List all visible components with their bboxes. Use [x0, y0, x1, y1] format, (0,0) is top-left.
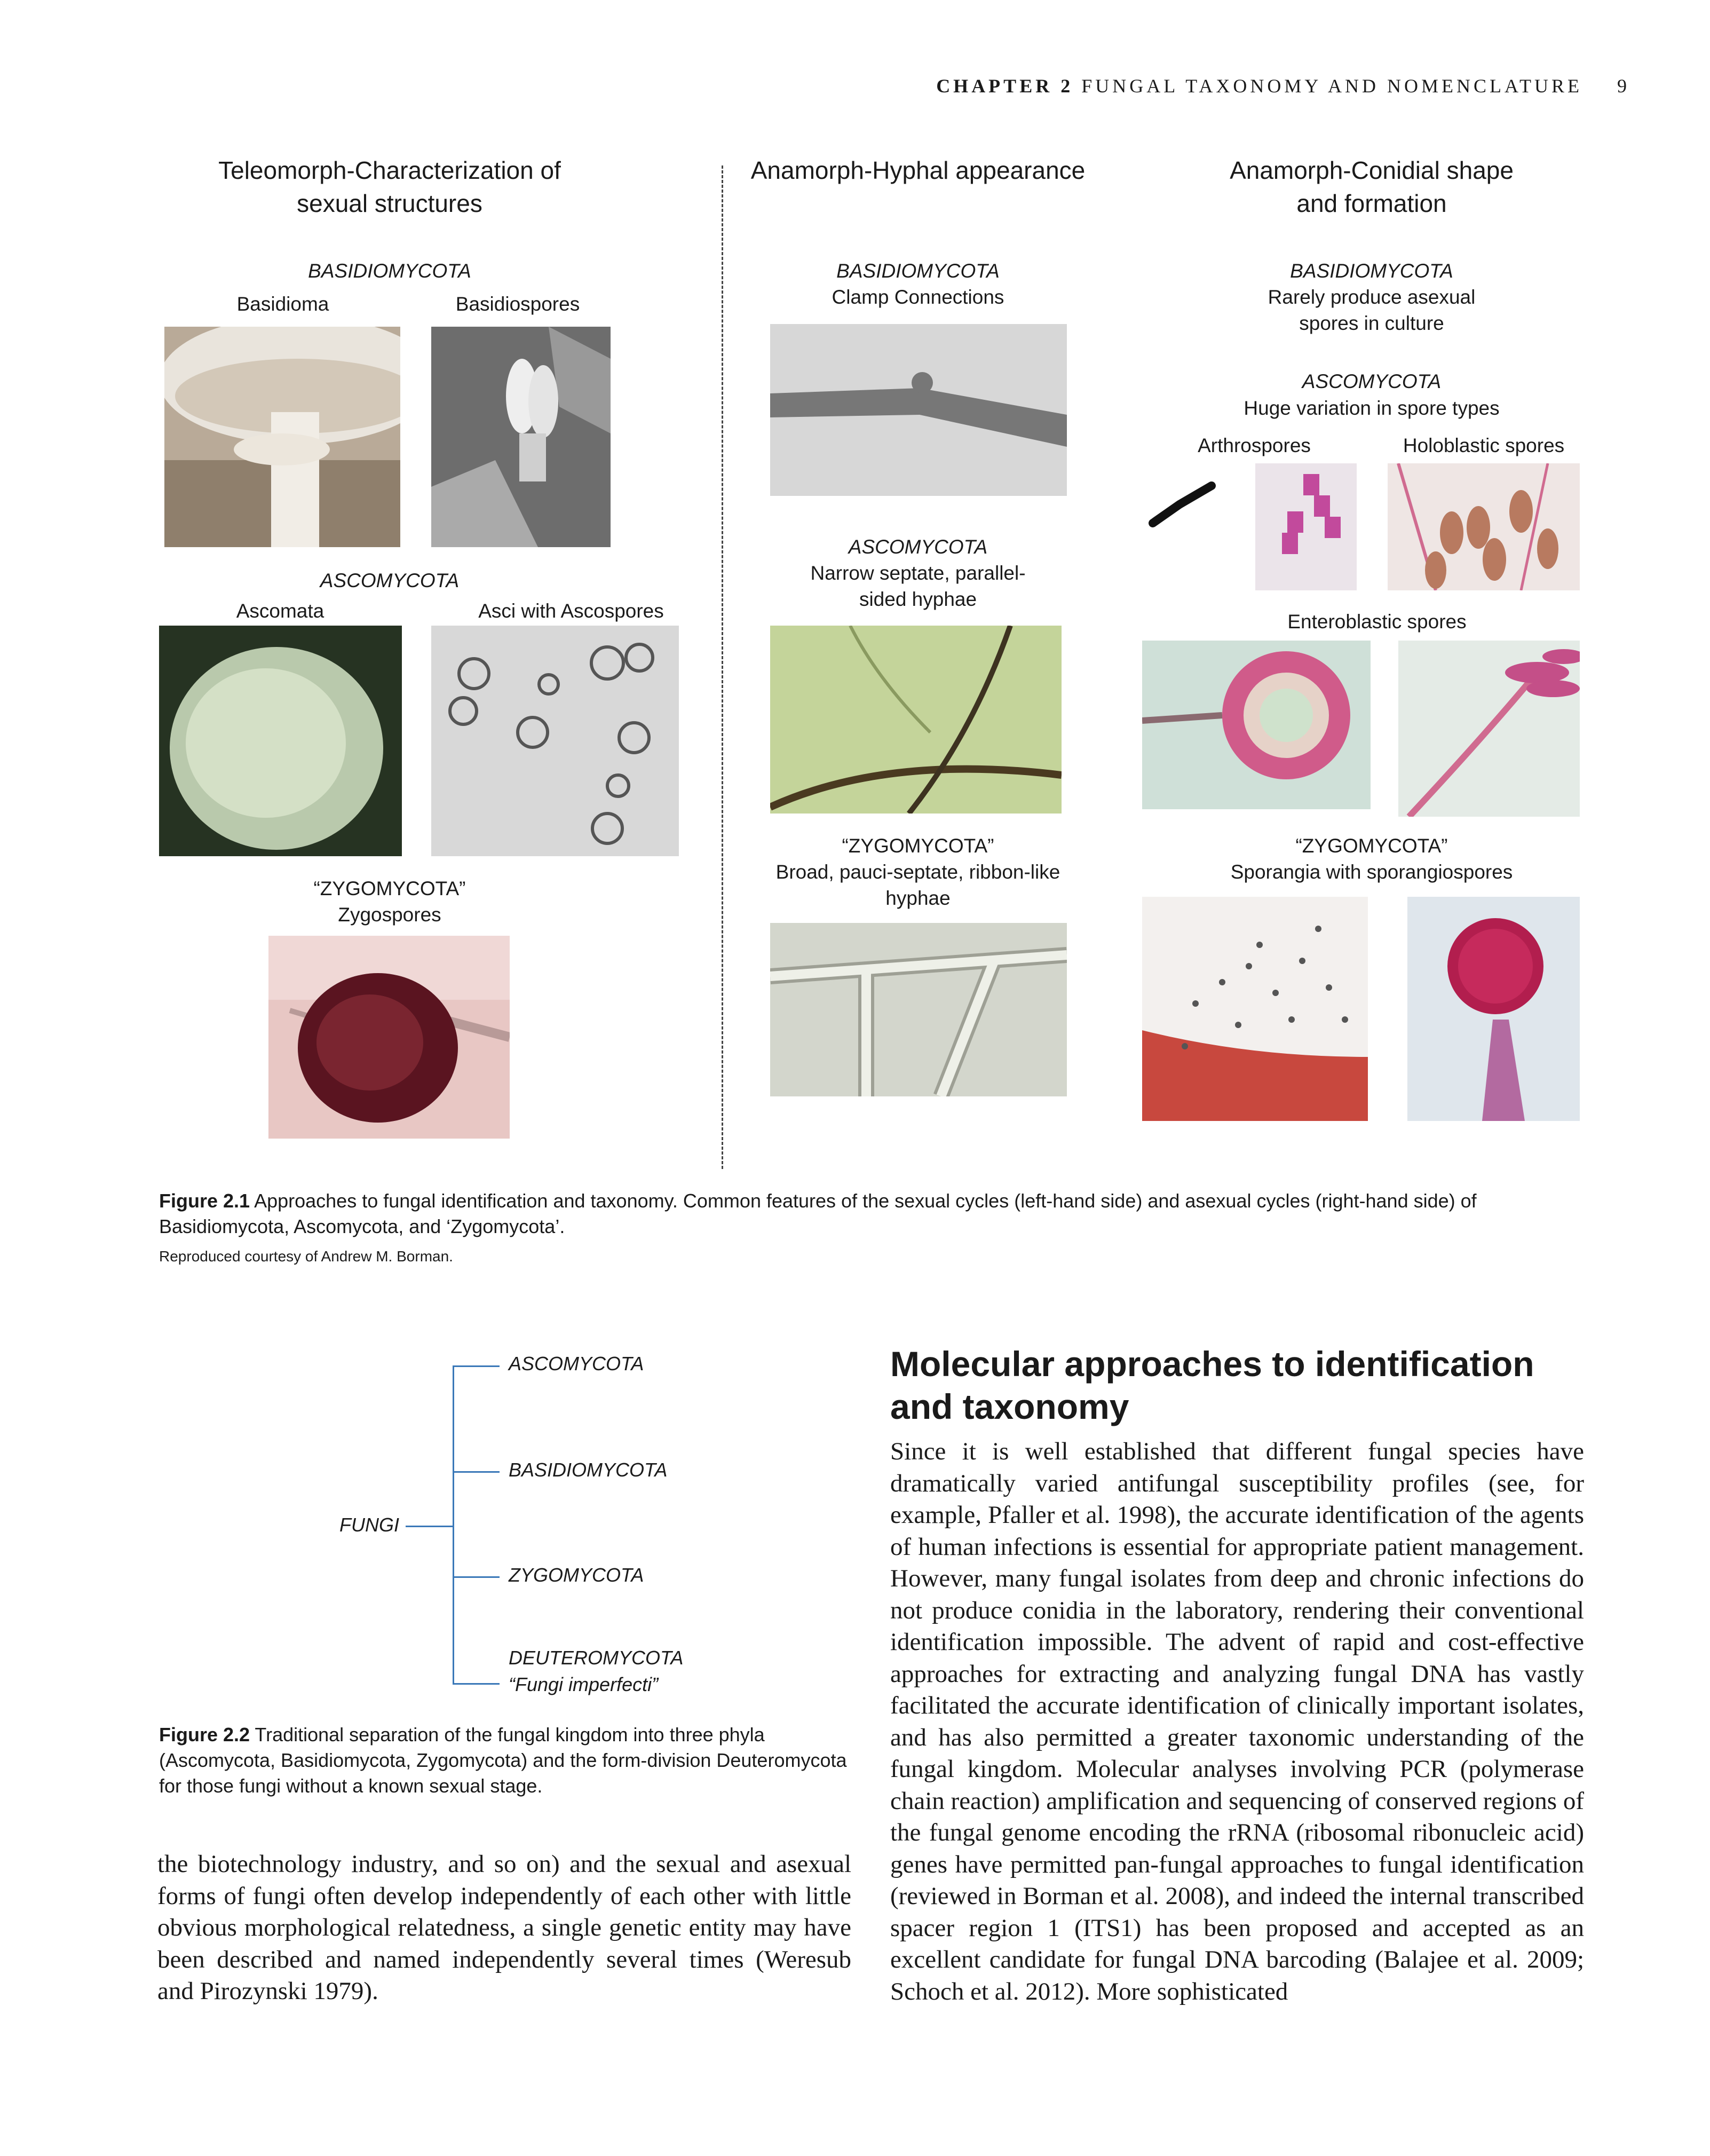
zygospores-label: Zygospores	[338, 904, 441, 926]
tree-branch-line-3	[453, 1576, 500, 1578]
col3-asco-line1: Huge variation in spore types	[1244, 397, 1500, 419]
figure-column-divider	[722, 165, 723, 1169]
enteroblastic-photo-2	[1398, 641, 1580, 817]
col3-basidio-line2: spores in culture	[1299, 312, 1444, 334]
clamp-connections-label: Clamp Connections	[832, 286, 1004, 308]
figure-2-2-caption-text: Traditional separation of the fungal kingdom into three phyla (Ascomycota, Basidiomycota, Zygomycota) and the form-division Deuteromycota for those fungi without a known sexual stage.	[159, 1724, 847, 1797]
col1-title	[160, 154, 619, 220]
figure-2-1-credit: Reproduced courtesy of Andrew M. Borman.	[159, 1248, 453, 1265]
arthrospores-photo	[1255, 463, 1357, 590]
tree-branch-deuteromycota-sub: “Fungi imperfecti”	[509, 1673, 659, 1695]
col3-title	[1163, 154, 1580, 220]
col1-title-line2: sexual structures	[297, 189, 482, 217]
col2-asco-line2: sided hyphae	[859, 588, 977, 610]
tree-branch-line-4	[453, 1683, 500, 1685]
tree-trunk-line	[453, 1365, 454, 1685]
col1-basidio-phylum: BASIDIOMYCOTA	[308, 260, 471, 282]
tree-branch-deuteromycota: DEUTEROMYCOTA	[509, 1647, 684, 1669]
asci-photo	[431, 626, 679, 856]
basidioma-label: Basidioma	[236, 293, 329, 315]
sporangia-photo-1	[1142, 897, 1368, 1121]
ascomata-label: Ascomata	[236, 600, 324, 622]
sporangia-label: Sporangia with sporangiospores	[1230, 861, 1513, 883]
arthrospore-glyph	[1147, 480, 1217, 528]
tree-branch-zygomycota: ZYGOMYCOTA	[509, 1564, 644, 1586]
col3-zygo-phylum: “ZYGOMYCOTA”	[1295, 835, 1448, 857]
chapter-title: FUNGAL TAXONOMY AND NOMENCLATURE	[1081, 75, 1582, 97]
col2-zygo-line1: Broad, pauci-septate, ribbon-like	[775, 861, 1060, 883]
tree-branch-basidiomycota: BASIDIOMYCOTA	[509, 1459, 668, 1481]
ascomata-photo	[159, 626, 402, 856]
col1-title-line1: Teleomorph-Characterization of	[218, 156, 561, 184]
basidioma-photo	[164, 327, 400, 547]
enteroblastic-photo-1	[1142, 641, 1371, 809]
figure-2-1-caption-text: Approaches to fungal identification and taxonomy. Common features of the sexual cycles (left-hand side) and asexual cycles (right-hand side) of Basidiomycota, Ascomycota, and ‘Zygomycota’.	[159, 1190, 1477, 1237]
chapter-label: CHAPTER 2	[936, 75, 1074, 97]
figure-2-1-label: Figure 2.1	[159, 1190, 250, 1212]
ribbon-hyphae-photo	[770, 923, 1067, 1096]
col3-basidio-phylum: BASIDIOMYCOTA	[1290, 260, 1453, 282]
figure-2-2-label: Figure 2.2	[159, 1724, 250, 1746]
septate-hyphae-photo	[770, 626, 1062, 814]
col3-title-line1: Anamorph-Conidial shape	[1230, 156, 1514, 184]
col2-title: Anamorph-Hyphal appearance	[750, 156, 1086, 184]
col2-asco-line1: Narrow septate, parallel-	[810, 562, 1026, 584]
running-head	[936, 75, 1630, 97]
col2-zygo-phylum: “ZYGOMYCOTA”	[842, 835, 994, 857]
asci-label: Asci with Ascospores	[478, 600, 664, 622]
col1-zygo-phylum: “ZYGOMYCOTA”	[313, 878, 466, 899]
tree-branch-line-2	[453, 1471, 500, 1473]
tree-branch-ascomycota: ASCOMYCOTA	[509, 1353, 644, 1375]
col2-asco-phylum: ASCOMYCOTA	[848, 536, 988, 558]
figure-2-2-caption	[159, 1722, 853, 1799]
sporangia-photo-2	[1407, 897, 1580, 1121]
col3-asco-phylum: ASCOMYCOTA	[1302, 370, 1442, 392]
col3-title-line2: and formation	[1296, 189, 1447, 217]
basidiospores-label: Basidiospores	[455, 293, 580, 315]
figure-2-1-caption	[159, 1188, 1547, 1239]
page-number: 9	[1617, 75, 1630, 97]
left-body-paragraph: the biotechnology industry, and so on) and the sexual and asexual forms of fungi often develop independently of each other with little obvious morphological relatedness, a single genetic entity may have been described and named independently several times (Weresub and Pirozynski 1979).	[157, 1850, 851, 2005]
holoblastic-label: Holoblastic spores	[1403, 435, 1565, 456]
tree-root-label: FUNGI	[339, 1514, 399, 1536]
col3-basidio-line1: Rarely produce asexual	[1268, 286, 1476, 308]
tree-root-line	[406, 1526, 453, 1527]
enteroblastic-label: Enteroblastic spores	[1287, 611, 1467, 633]
col2-basidio-phylum: BASIDIOMYCOTA	[836, 260, 1000, 282]
col2-zygo-line2: hyphae	[885, 887, 951, 909]
section-heading: Molecular approaches to identification and taxonomy	[890, 1344, 1534, 1426]
tree-branch-line-1	[453, 1365, 500, 1367]
arthrospores-label: Arthrospores	[1198, 435, 1311, 456]
clamp-connection-photo	[770, 324, 1067, 496]
right-body-paragraph: Since it is well established that different fungal species have dramatically varied antifungal susceptibility profiles (see, for example, Pfaller et al. 1998), the accurate identification of the agents of human infections is essential for appropriate patient management. However, many fungal isolates from deep and chronic infections do not produce conidia in the laboratory, rendering their conventional identification impossible. The advent of rapid and cost-effective approaches for extracting and analyzing fungal DNA has vastly facilitated the accurate identification of clinically important isolates, and has also permitted a greater taxonomic understanding of the fungal kingdom. Molecular analyses involving PCR (polymerase chain reaction) amplification and sequencing of conserved regions of the fungal genome encoding the rRNA (ribosomal ribonucleic acid) genes have permitted pan-fungal approaches to fungal identification (reviewed in Borman et al. 2008), and indeed the internal transcribed spacer region 1 (ITS1) has been proposed and accepted as an excellent candidate for fungal DNA barcoding (Balajee et al. 2009; Schoch et al. 2012). More sophisticated	[890, 1438, 1584, 2005]
basidiospores-photo	[431, 327, 611, 547]
col1-asco-phylum: ASCOMYCOTA	[320, 570, 460, 591]
holoblastic-photo	[1388, 463, 1580, 590]
zygospore-photo	[268, 936, 510, 1139]
